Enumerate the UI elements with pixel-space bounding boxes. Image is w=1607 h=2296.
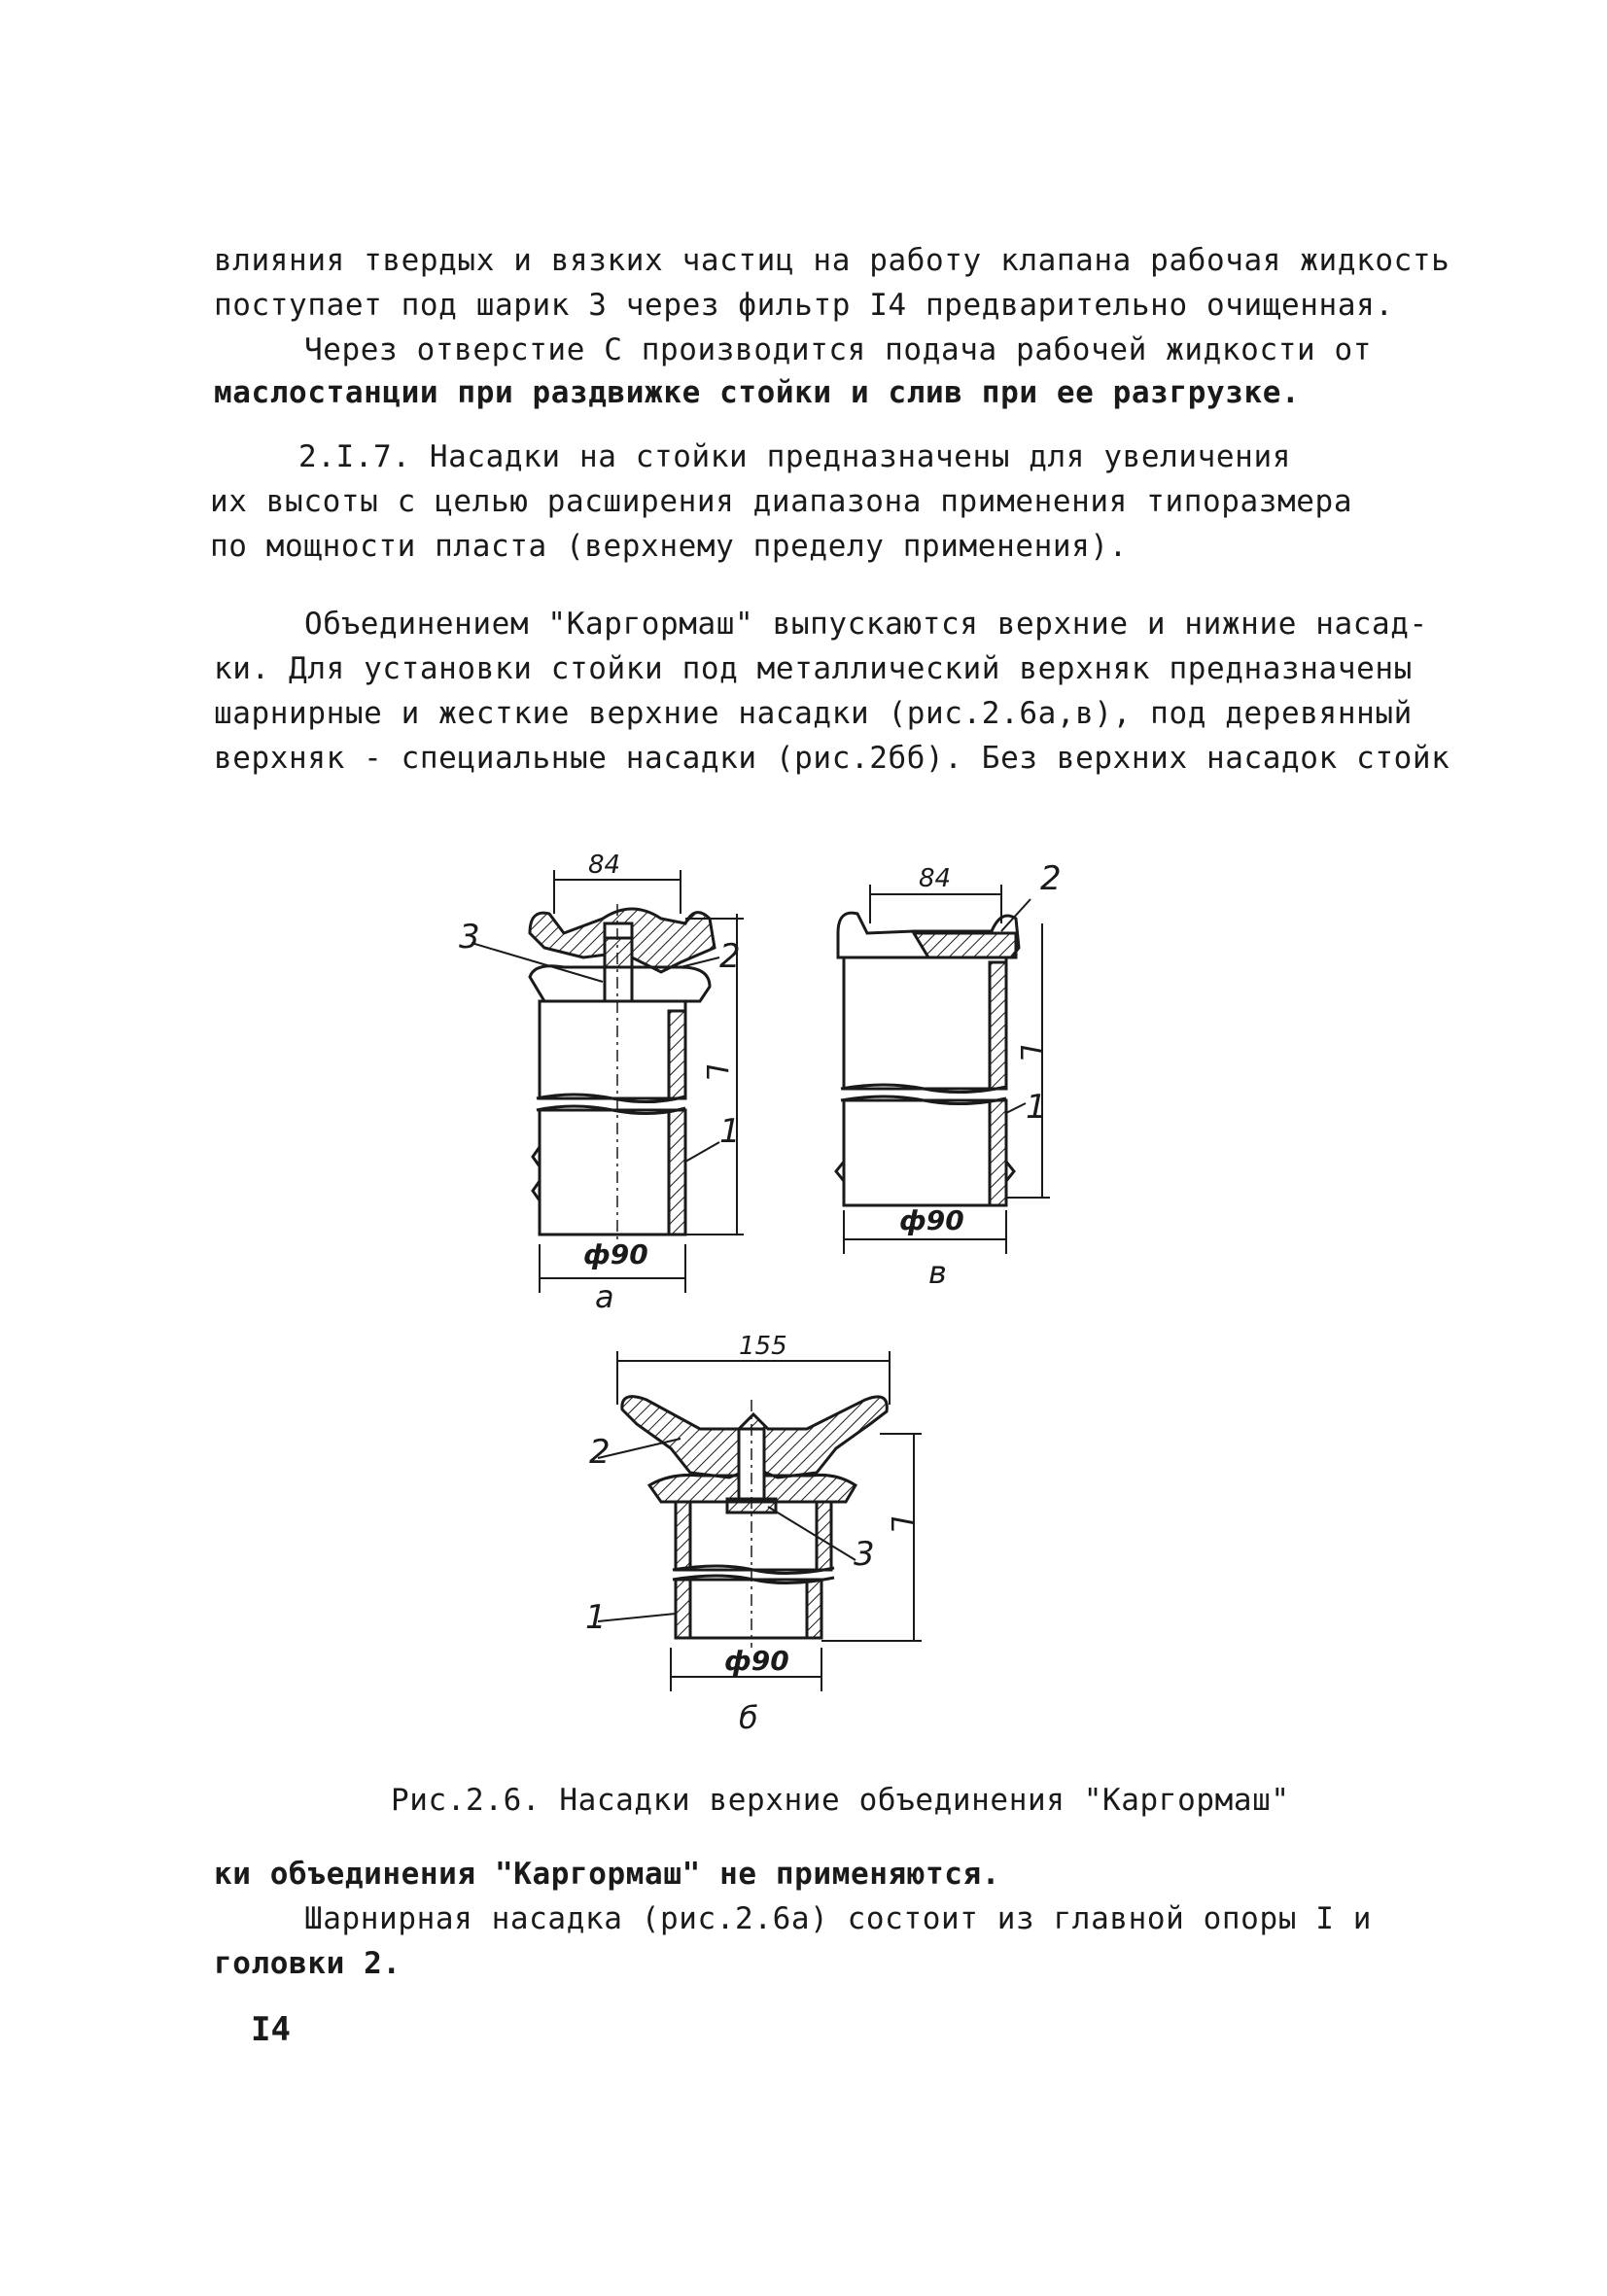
text-line: верхняк - специальные насадки (рис.2бб). Без верхних насадок стойк: [214, 741, 1450, 776]
figure-caption: Рис.2.6. Насадки верхние объединения "Каргормаш": [391, 1783, 1290, 1818]
dimension-label: L: [884, 1516, 918, 1533]
page-number: I4: [251, 2010, 291, 2049]
text-line: Объединением "Каргормаш" выпускаются верхние и нижние насад-: [304, 607, 1428, 642]
nozzle-drawing-a: [472, 870, 744, 1293]
nozzle-drawing-b: [598, 1351, 922, 1691]
dimension-label: 84: [588, 851, 621, 880]
callout-label: 3: [459, 918, 480, 957]
text-line: Шарнирная насадка (рис.2.6а) состоит из главной опоры I и: [304, 1901, 1373, 1936]
text-line: ки объединения "Каргормаш" не применяются.: [214, 1857, 1001, 1892]
figure-letter: в: [928, 1254, 947, 1291]
dimension-label: ф90: [899, 1204, 964, 1236]
nozzle-drawing-v: [836, 885, 1050, 1254]
callout-label: 3: [854, 1535, 875, 1574]
dimension-label: L: [699, 1064, 733, 1081]
callout-label: 2: [589, 1433, 611, 1472]
text-line: 2.I.7. Насадки на стойки предназначены для увеличения: [298, 439, 1291, 474]
text-line: влияния твердых и вязких частиц на работу клапана рабочая жидкость: [214, 243, 1450, 278]
callout-label: 2: [1040, 859, 1062, 898]
figure-letter: б: [739, 1699, 758, 1736]
dimension-label: L: [1013, 1045, 1047, 1061]
callout-label: 1: [719, 1112, 741, 1151]
dimension-label: 155: [739, 1332, 787, 1361]
text-line: шарнирные и жесткие верхние насадки (рис.2.6а,в), под деревянный: [214, 696, 1413, 731]
text-line: головки 2.: [214, 1946, 402, 1981]
dimension-label: 84: [919, 864, 952, 893]
callout-label: 1: [1026, 1088, 1047, 1127]
text-line: по мощности пласта (верхнему пределу применения).: [210, 529, 1128, 564]
text-line: Через отверстие С производится подача рабочей жидкости от: [304, 332, 1373, 367]
dimension-label: ф90: [724, 1645, 789, 1677]
callout-label: 2: [719, 937, 741, 976]
callout-label: 1: [585, 1598, 607, 1637]
dimension-label: ф90: [583, 1238, 648, 1270]
text-line: их высоты с целью расширения диапазона применения типоразмера: [210, 484, 1353, 519]
text-line: маслостанции при раздвижке стойки и слив при ее разгрузке.: [214, 375, 1301, 410]
text-line: ки. Для установки стойки под металлический верхняк предназначены: [214, 651, 1413, 686]
text-line: поступает под шарик 3 через фильтр I4 предварительно очищенная.: [214, 288, 1394, 323]
figure-letter: а: [595, 1278, 614, 1315]
